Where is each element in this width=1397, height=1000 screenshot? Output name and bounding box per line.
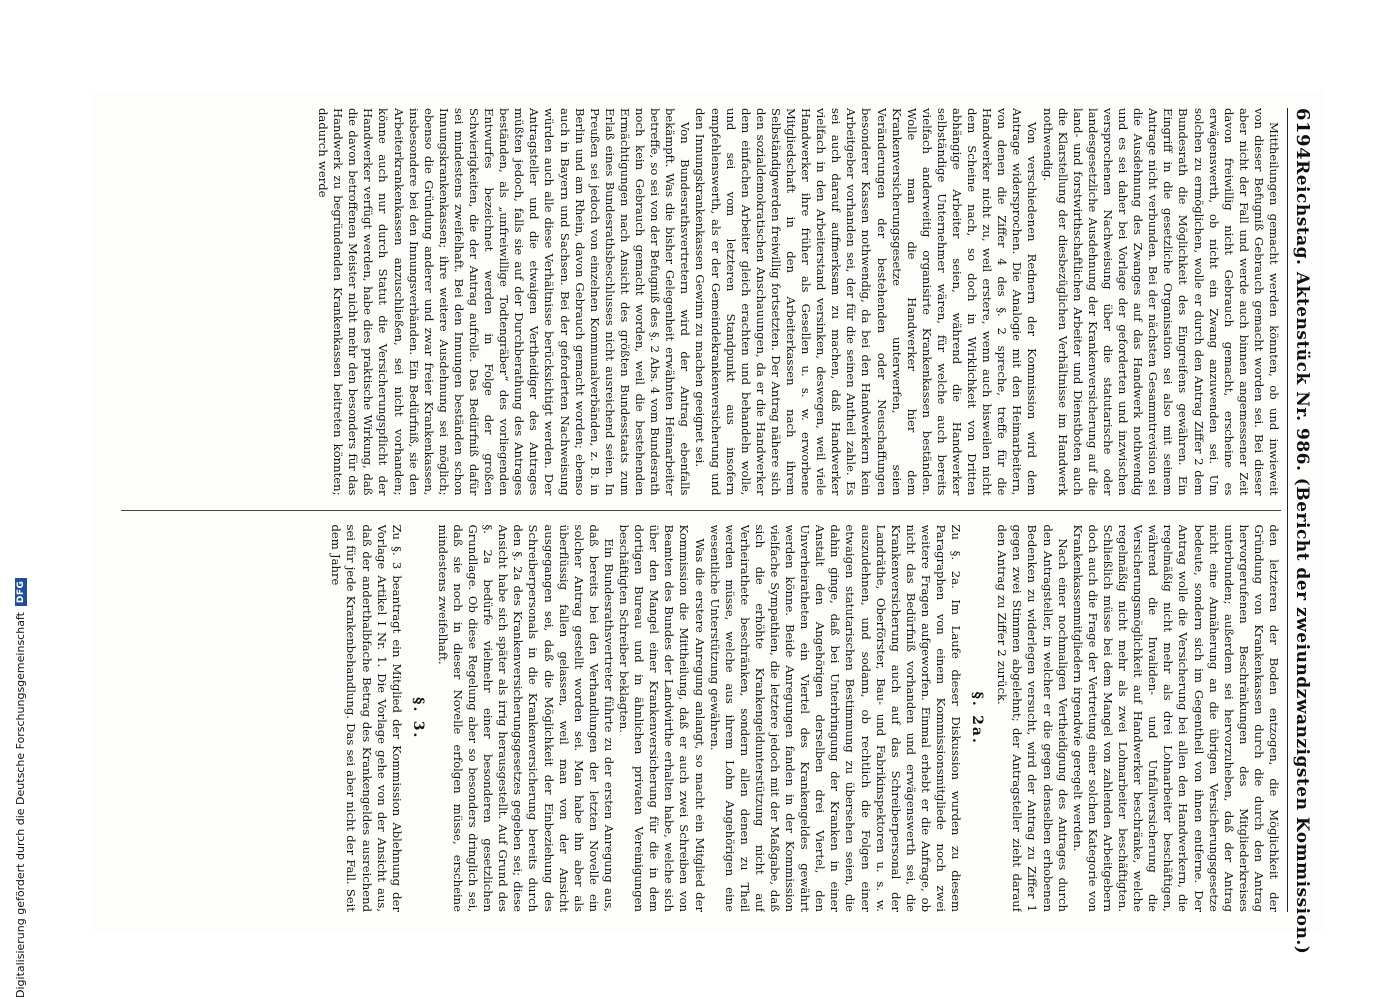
digitization-credit-text: Digitalisierung gefördert durch die Deutsche Forschungsgemeinschaft xyxy=(14,612,27,998)
section-heading-2a: §. 2a. xyxy=(969,691,986,745)
page-number: 6194 xyxy=(1292,108,1313,161)
section-2a-text xyxy=(435,525,963,913)
section-3-text xyxy=(328,525,403,913)
left-column-paragraph: Von verschiedenen Rednern der Kommission wird dem Antrage widersprochen. Die Analogie mit den Heimarbeitern, von denen die Ziffer 4 des §. 2 spreche, treffe für die Handwerker nicht zu, weil erstere, wenn auch bisweilen nicht dem Scheine nach, so doch in Wirklichkeit von Dritten abhängige Arbeiter seien, während die Handwerker selbständige Unternehmer wären, für welche auch bereits vielfach anderweitig organisirte Krankenkassen beständen. Wolle man die Handwerker hier dem Krankenversicherungsgesetze unterwerfen, seien Veränderungen der bestehenden oder Neuschaffungen besonderer Kassen nothwendig, da bei den Handwerkern kein Arbeitgeber vorhanden sei, der für die seinen Antheil zahle. Es sei auch darauf aufmerksam zu machen, daß Handwerker vielfach in den Arbeiterstand versinken, deswegen, weil viele Handwerker ihre früher als Gesellen u. s. w. erworbene Mitgliedschaft in den Arbeiterkassen nach ihrem Selbständigwerden freiwillig fortsetzten. Der Antrag nähere sich den sozialdemokratischen Anschauungen, da er die Handwerker dem einfachen Arbeiter gleich erachten und behandeln wolle, und sei vom letzteren Standpunkt aus insofern empfehlenswerth, als er der Gemeindekrankenversicherung und den Innungskrankenkassen Gewinn zu machen geeignet sei. xyxy=(693,108,1040,496)
right-intro-text xyxy=(994,525,1281,913)
dfg-logo: DFG xyxy=(15,578,27,607)
left-column-paragraph: Von Bundesrathsvertretern wird der Antrag ebenfalls bekämpft. Was die bisher Gelegenheit erwähnten Heimarbeiter betreffe, so sei von der Befugniß des §. 2 Abs. 4 vom Bundesrath noch kein Gebrauch gemacht worden, weil die bestehenden Ermächtigungen nach Ansicht des größten Bundesstaats zum Erlaß eines Bundesrathsbeschlusses nicht ausreichend seien. In Preußen sei jedoch von einzelnen Kommunalverbänden, z. B. in Berlin und am Rhein, davon Gebrauch gemacht worden; ebenso auch in Bayern und Sachsen. Bei der geforderten Nachweisung würden auch alle diese Verhältnisse berücksichtigt werden. Der Antragsteller und die etwaigen Vertheidiger des Antrages müßten jedoch, falls sie auf der Durchberathung des Antrages beständen, als „unfreiwillige Todtengräber“ des vorliegenden Entwurfes bezeichnet werden in Folge der großen Schwierigkeiten, die der Antrag aufrolle. Das Bedürfniß dafür sei mindestens zweifelhaft. Bei den Innungen beständen schon Innungskrankenkassen; ihre weitere Ausdehnung sei möglich; ebenso die Gründung anderer und zwar freier Krankenkassen, insbesondere bei den Innungsverbänden. Ein Bedürfniß, sie den Arbeiterkrankenkassen anzuschließen, sei nicht vorhanden; könne auch nur durch Statut die Versicherungspflicht der Handwerker verfügt werden, habe dies praktische Wirkung, daß die davon betroffenen Meister nicht mehr den besonders für das Handwerk zu begründenden Krankenkassen beitreten könnten; dadurch werde xyxy=(316,108,693,496)
text-columns xyxy=(121,108,1281,912)
section-2a-paragraph: Ein Bundesrathsvertreter führte zu der ersten Anregung aus, daß bereits bei den Verhandlungen der letzten Novelle ein solcher Antrag gestellt worden sei. Man habe ihn aber als überflüssig fallen gelassen, weil man von der Ansicht ausgegangen sei, daß die Möglichkeit der Einbeziehung des Schreiberpersonals in die Krankenversicherung bereits durch den §. 2a des Krankenversicherungsgesetzes gegeben sei; diese Ansicht habe sich später als irrig herausgestellt. Auf Grund des §. 2a bedürfe vielmehr einer besonderen gesetzlichen Grundlage. Ob diese Regelung aber so besonders dringlich sei, daß sie noch in dieser Novelle erfolgen müsse, erscheine mindestens zweifelhaft. xyxy=(435,524,616,912)
left-column xyxy=(121,108,1281,496)
section-heading-3: §. 3. xyxy=(409,697,426,740)
left-column-paragraph: Mittheilungen gemacht werden könnten, ob und inwieweit von dieser Befugniß Gebrauch gemacht worden sei. Bei dieser aber nicht der Fall und werde auch binnen angemessener Zeit davon freiwillig nicht Gebrauch gemacht, erscheine es erwägenswerth, ob nicht ein Zwang anzuwenden sei. Um solchen zu ermöglichen, wolle er durch den Antrag Ziffer 2 dem Bundesrath die Möglichkeit des Eingreifens gewähren. Ein Eingriff in die gesetzliche Organisation sei also mit seinem Antrage nicht verbunden. Bei der nächsten Gesammtrevision sei die Ausdehnung des Zwanges auf das Handwerk nothwendig und es sei daher bei Vorlage der geforderten und inzwischen versprochenen Nachweisung über die statutarische oder landesgesetzliche Ausdehnung der Krankenversicherung auf die land- und forstwirthschaftlichen Arbeiter und Dienstboten auch die Klarstellung der diesbezüglichen Verhältnisse im Handwerk nothwendig. xyxy=(1040,108,1281,496)
right-column xyxy=(121,525,1281,913)
right-intro-paragraph: den letzteren der Boden entzogen, die Möglichkeit der Gründung von Krankenkassen durch die durch den Antrag hervorgerufenen Beschränkungen des Mitgliederkreises unterbunden; außerdem sei hervorzuheben, daß der Antrag nicht eine Annäherung an die übrigen Versicherungsgesetze bedeute, sondern sich im Gegentheil von ihnen entferne. Der Antrag wolle die Versicherung bei allen den Handwerkern, die regelmäßig nicht mehr als drei Lohnarbeiter beschäftigen, während die Invaliden- und Unfallversicherung die Versicherungsmöglichkeit auf Handwerker beschränke, welche regelmäßig nicht mehr als zwei Lohnarbeiter beschäftigten. Schließlich müsse bei dem Mangel von zahlenden Arbeitgebern doch auch die Frage der Vertretung einer solchen Kategorie von Krankenkassenmitgliedern irgendwie geregelt werden. xyxy=(1070,524,1281,912)
section-2a-paragraph: Zu §. 2a. Im Laufe dieser Diskussion wurden zu diesem Paragraphen von einem Kommissionsmitgliede noch zwei weitere Fragen aufgeworfen. Einmal erhebt er die Anfrage, ob nicht das Bedürfniß vorhanden und erwägenswerth sei, die Krankenversicherung auch auf das Schreiberpersonal der Landräthe, Oberförster, Bau- und Fabrikinspektoren u. s. w. auszudehnen, und sodann, ob rechtlich die Folgen einer etwaigen statutarischen Bestimmung zu übersehen seien, die dahin ginge, daß bei Unterbringung der Kranken in einer Anstalt den Angehörigen derselben drei Viertel, den Unverheiratheten ein Viertel des Krankengeldes gewährt werden könne. Beide Anregungen fanden in der Kommission vielfache Sympathien, die letztere jedoch mit der Maßgabe, daß sich die erhöhte Krankengeldunterstützung nicht auf Verheirathete beschränken, sondern allen denen zu Theil werden müsse, welche aus ihrem Lohn Angehörigen eine wesentliche Unterstützung gewähren. xyxy=(707,524,964,912)
section-3-paragraph: Zu §. 3 beantragt ein Mitglied der Kommission Ablehnung der Vorlage Artikel I Nr. 1. Die Vorlage gehe von der Ansicht aus, daß der anderthalbfache Betrag des Krankengeldes ausreichend sei für jede Krankenbehandlung. Das sei aber nicht der Fall. Seit dem Jahre xyxy=(329,524,404,912)
digitization-credit xyxy=(14,578,27,998)
scanned-document-page xyxy=(90,90,1325,955)
page-header xyxy=(1287,108,1313,955)
right-intro-paragraph: Nach einer nochmaligen Vertheidigung des Antrages durch den Antragsteller, in welcher er die gegen denselben erhobenen Bedenken zu widerlegen versucht, wird der Antrag zu Ziffer 1 gegen zwei Stimmen abgelehnt; der Antragsteller zieht darauf den Antrag zu Ziffer 2 zurück. xyxy=(995,524,1070,912)
section-2a-paragraph: Was die erstere Anregung anlangt, so macht ein Mitglied der Kommission die Mittheilung, daß er auch zwei Schreiben von Beamten des Bundes der Landwirthe erhalten habe, welche sich über den Mangel einer Krankenversicherung für die in dem dortigen Bureau und in ähnlichen privaten Vereinigungen beschäftigten Schreiber beklagten. xyxy=(617,524,707,912)
column-divider xyxy=(121,510,1281,511)
page-running-title: Reichstag. Aktenstück Nr. 986. (Bericht der zweiundzwanzigsten Kommission.) xyxy=(1292,160,1312,955)
